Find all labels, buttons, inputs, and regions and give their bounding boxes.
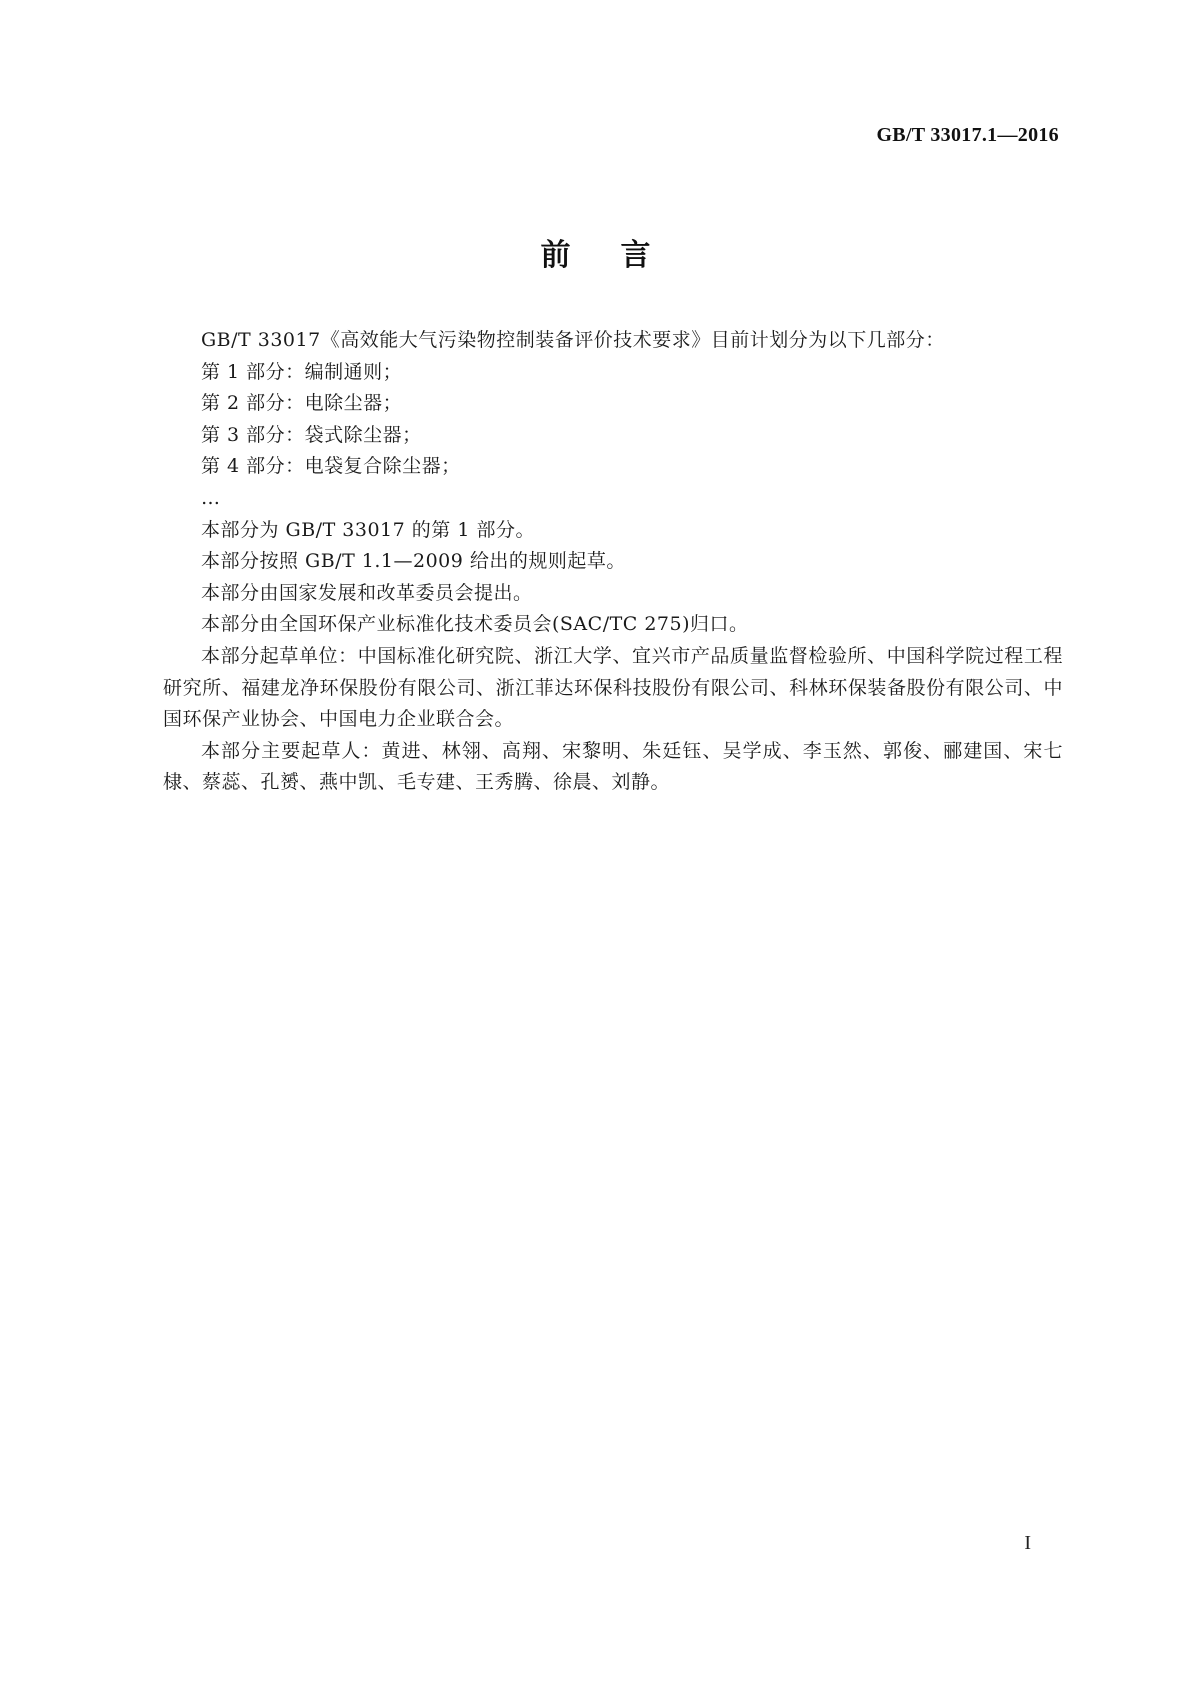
paragraph-part-statement: 本部分为 GB/T 33017 的第 1 部分。 <box>201 518 535 541</box>
paragraph-drafting-rules: 本部分按照 GB/T 1.1—2009 给出的规则起草。 <box>201 550 626 573</box>
paragraph-drafters: 本部分主要起草人：黄进、林翎、高翔、宋黎明、朱廷钰、吴学成、李玉然、郭俊、郦建国、宋七棣、蔡蕊、孔赟、燕中凯、毛专建、王秀腾、徐晨、刘静。 <box>163 739 1063 794</box>
list-item-part-3: 第 3 部分：袋式除尘器； <box>201 423 422 446</box>
paragraph-responsible-committee: 本部分由全国环保产业标准化技术委员会(SAC/TC 275)归口。 <box>201 613 749 636</box>
list-item-ellipsis: … <box>201 486 221 509</box>
paragraph-intro: GB/T 33017《高效能大气污染物控制装备评价技术要求》目前计划分为以下几部分： <box>201 329 945 351</box>
page-title: 前言 <box>540 238 701 273</box>
list-item-part-1: 第 1 部分：编制通则； <box>201 360 403 383</box>
list-item-part-4: 第 4 部分：电袋复合除尘器； <box>201 455 461 478</box>
standard-number: GB/T 33017.1—2016 <box>876 124 1059 146</box>
page-number: I <box>1024 1532 1031 1554</box>
list-item-part-2: 第 2 部分：电除尘器； <box>201 392 403 415</box>
foreword-body <box>163 325 1063 799</box>
paragraph-proposer: 本部分由国家发展和改革委员会提出。 <box>201 581 533 604</box>
paragraph-drafting-organizations: 本部分起草单位：中国标准化研究院、浙江大学、宜兴市产品质量监督检验所、中国科学院过程工程研究所、福建龙净环保股份有限公司、浙江菲达环保科技股份有限公司、科林环保装备股份有限公司、中国环保产业协会、中国电力企业联合会。 <box>163 644 1063 731</box>
